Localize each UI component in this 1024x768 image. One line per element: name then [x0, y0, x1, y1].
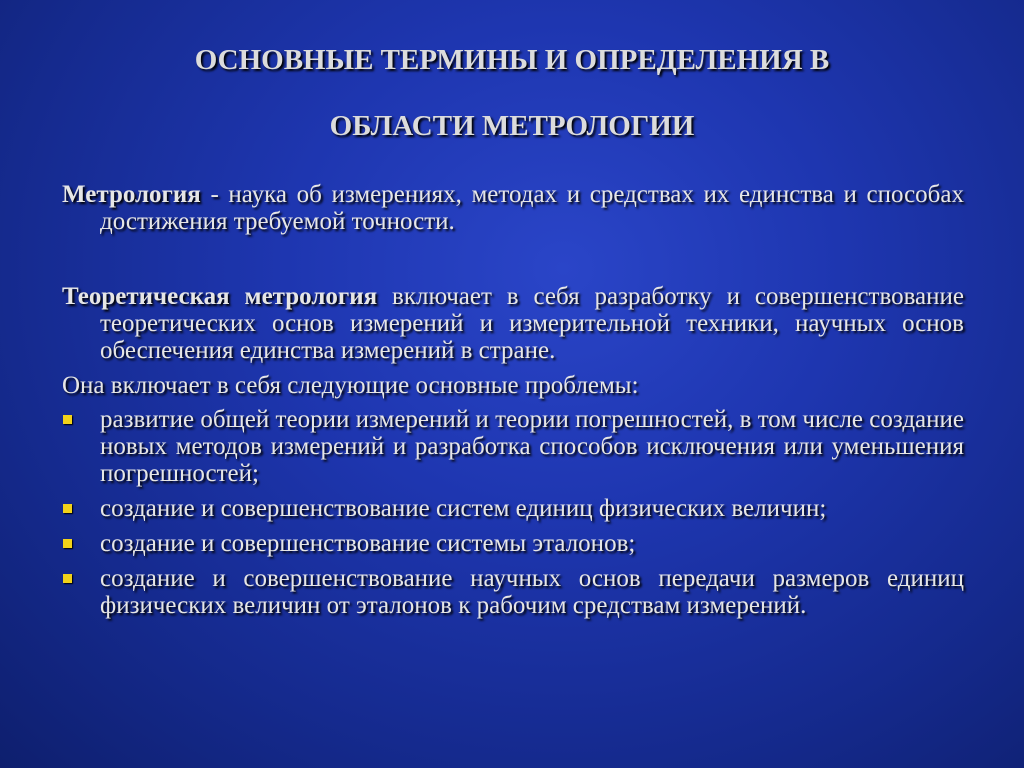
- yellow-square-bullet-icon: [63, 539, 72, 548]
- definition-theoretical-metrology: [62, 283, 964, 364]
- list-item-text: создание и совершенствование системы эталонов;: [100, 530, 636, 557]
- term-metrology: Метрология: [62, 181, 201, 208]
- list-item: [62, 495, 964, 522]
- yellow-square-bullet-icon: [63, 415, 72, 424]
- list-item-text: развитие общей теории измерений и теории погрешностей, в том числе создание новых методов измерений и разработка способов исключения или уменьшения погрешностей;: [100, 406, 964, 487]
- problems-list: [62, 406, 964, 619]
- definition-metrology: [62, 181, 964, 235]
- list-item-text: создание и совершенствование систем единиц физических величин;: [100, 495, 827, 522]
- list-item-text: создание и совершенствование научных основ передачи размеров единиц физических величин от эталонов к рабочим средствам измерений.: [100, 565, 964, 619]
- slide-content: [62, 181, 964, 627]
- yellow-square-bullet-icon: [63, 504, 72, 513]
- list-item: [62, 406, 964, 487]
- slide-title-line-2: ОБЛАСТИ МЕТРОЛОГИИ: [329, 110, 695, 142]
- problems-intro: Она включает в себя следующие основные проблемы:: [62, 372, 639, 399]
- list-item: [62, 565, 964, 619]
- definition-metrology-text: - наука об измерениях, методах и средствах их единства и способах достижения требуемой точности.: [100, 181, 964, 235]
- yellow-square-bullet-icon: [63, 574, 72, 583]
- definition-theoretical-metrology-text: включает в себя разработку и совершенствование теоретических основ измерений и измерительной техники, научных основ обеспечения единства измерений в стране.: [100, 283, 965, 364]
- slide-title-line-1: ОСНОВНЫЕ ТЕРМИНЫ И ОПРЕДЕЛЕНИЯ В: [194, 44, 830, 76]
- term-theoretical-metrology: Теоретическая метрология: [62, 283, 378, 310]
- list-item: [62, 530, 964, 557]
